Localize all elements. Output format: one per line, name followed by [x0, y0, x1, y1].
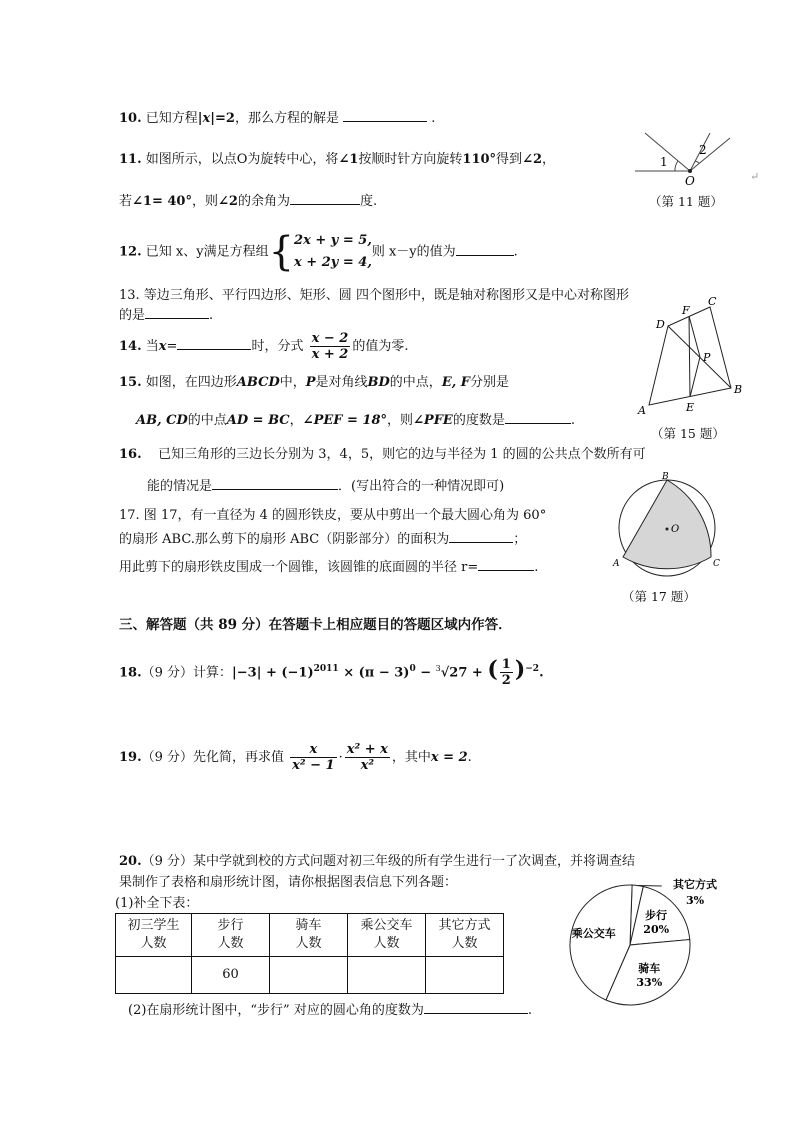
question-20-line2: 果制作了表格和扇形统计图，请你根据图表信息下列各题： [119, 875, 458, 890]
q18-end: . [539, 665, 544, 681]
q13-end: . [209, 308, 214, 323]
q11-angle1: ∠1 [338, 152, 359, 167]
q11-text-d: ， [542, 152, 556, 167]
q10-answer-blank[interactable] [343, 109, 427, 122]
q11-text-c: 得到 [496, 152, 523, 167]
q18-root: √27 [440, 665, 468, 681]
q15-label-P: P [703, 351, 711, 364]
question-18 [119, 650, 544, 692]
q19-f1-num: x [290, 742, 336, 758]
q18-root-index: 3 [435, 664, 441, 673]
q15-text-f: 的中点 [187, 413, 227, 428]
question-14 [119, 330, 409, 364]
q11-label-1: 1 [660, 155, 668, 169]
q17-radius-blank[interactable] [478, 558, 534, 571]
q15-number: 15. [119, 375, 142, 390]
question-17-line3 [119, 558, 538, 577]
q17-label-A: A [613, 559, 620, 569]
q18-fraction [500, 657, 513, 688]
q12-brace: { [268, 229, 295, 275]
q15-segment-pe [690, 357, 700, 397]
q19-post: ，其中 [391, 750, 431, 765]
q11-text-e: 若 [119, 194, 133, 209]
q14-mid: 时，分式 [251, 339, 304, 354]
q19-fraction1 [290, 742, 336, 773]
q16-text-a: 已知三角形的三边长分别为 3，4，5，则它的边与半径为 1 的圆的公共点个数所有可 [158, 447, 646, 462]
q10-eq: =2 [215, 111, 235, 126]
q18-paren-close: ) [514, 656, 526, 683]
q17-label-B: B [662, 472, 669, 482]
q19-end: . [467, 750, 472, 765]
q11-answer-blank[interactable] [290, 192, 360, 205]
q17-text-a: 的扇形 ABC.那么剪下的扇形 ABC（阴影部分）的面积为 [119, 532, 450, 547]
q18-frac-num: 1 [501, 657, 511, 673]
q17-text-b: ； [513, 532, 527, 547]
question-17-line2 [119, 530, 526, 549]
q20-part2-text: (2)在扇形统计图中，“步行” 对应的圆心角的度数为 [128, 1003, 424, 1018]
q12-answer-blank[interactable] [456, 243, 514, 256]
q12-eq1: 2x + y = 5, [294, 233, 372, 248]
q20-table-cell[interactable] [116, 957, 192, 994]
q19-fraction2 [345, 742, 390, 773]
q11-text-f: ，则 [191, 194, 218, 209]
q11-angle2: ∠2 [522, 152, 543, 167]
q15-cond1: AD = BC [226, 413, 290, 428]
q16-text-b: 能的情况是 [147, 479, 213, 494]
q11-center-dot [688, 169, 692, 173]
q11-condition: ∠1= 40° [132, 194, 192, 209]
pie-label-walk-name: 步行 [645, 909, 668, 923]
q11-angle2-ref: ∠2 [217, 194, 238, 209]
q15-segment-fp [689, 316, 700, 357]
q20-table-cell[interactable] [426, 957, 504, 994]
question-11-line2 [119, 192, 377, 211]
question-20-part1: (1)补全下表： [115, 896, 199, 911]
q18-term2: × (π − 3) [338, 665, 410, 681]
q15-figure [628, 292, 748, 420]
q11-ray-right [690, 138, 730, 171]
q20-text-a: （9 分）某中学就到校的方式问题对初三年级的所有学生进行一了次调查，并将调查结 [141, 854, 636, 869]
q14-frac-num: x − 2 [311, 331, 349, 346]
q15-quad: ABCD [236, 375, 280, 390]
pie-label-other-pct: 3% [685, 894, 705, 907]
q18-term1: |−3| + (−1) [232, 665, 314, 681]
q20-table-cell[interactable] [270, 957, 348, 994]
q18-exp2: 0 [409, 664, 416, 674]
q15-text-e: 分别是 [470, 375, 510, 390]
q17-text-c: 用此剪下的扇形铁皮围成一个圆锥，该圆锥的底面圆的半径 r= [119, 560, 479, 575]
question-15-line1 [119, 374, 509, 392]
q15-label-D: D [656, 318, 665, 331]
q11-number: 11. [119, 152, 142, 167]
pie-leader-line [638, 885, 662, 886]
q15-label-A: A [638, 404, 646, 417]
question-11-line1 [119, 151, 555, 169]
pie-label-bus-name: 乘公交车 [571, 926, 616, 940]
q17-label-O: O [671, 524, 680, 535]
q12-end: . [513, 244, 518, 260]
question-17-line1: 17. 图 17，有一直径为 4 的圆形铁皮，要从中剪出一个最大圆心角为 60° [119, 508, 547, 523]
q14-eq: = [166, 339, 178, 354]
q14-fraction [310, 331, 351, 362]
q14-post: 的值为零. [352, 339, 409, 354]
q15-p: P [305, 375, 316, 390]
q20-table-header-row [116, 914, 504, 957]
q12-eq2: x + 2y = 4, [294, 255, 372, 270]
q15-ef: E, F [441, 375, 471, 390]
q15-label-F: F [682, 304, 690, 317]
q15-text-h: 的度数是 [452, 413, 505, 428]
q14-pre: 当 [145, 339, 159, 354]
q15-text-b: 中， [279, 375, 306, 390]
question-12 [119, 230, 518, 274]
q17-sector [623, 480, 711, 569]
q14-answer-blank[interactable] [177, 337, 251, 350]
q19-f2-den: x² [360, 758, 375, 773]
q20-table-header-cell: 乘公交车 人数 [348, 914, 426, 957]
q17-figure [605, 470, 740, 580]
pie-label-bike-name: 骑车 [638, 961, 661, 975]
q14-frac-den: x + 2 [311, 347, 349, 362]
q12-system [294, 230, 372, 274]
q15-ab-cd: AB, CD [136, 413, 188, 428]
q11-degree: 110° [462, 152, 497, 167]
q12-number: 12. [119, 244, 142, 260]
question-10 [119, 109, 435, 128]
q13-answer-blank[interactable] [145, 306, 209, 319]
q20-part2-end: . [527, 1003, 532, 1018]
q18-number: 18. [119, 665, 142, 681]
q11-arc2 [695, 161, 699, 163]
q11-text-b: 按顺时针方向旋转 [358, 152, 463, 167]
q20-table [115, 913, 504, 994]
question-13-line1: 13. 等边三角形、平行四边形、矩形、圆 四个图形中，既是轴对称图形又是中心对称图形 [119, 288, 629, 303]
q20-number: 20. [119, 854, 142, 869]
q11-figure [630, 130, 760, 190]
q15-end: . [570, 413, 575, 428]
q19-score: （9 分）先化简，再求值 [141, 750, 285, 765]
q16-answer-blank[interactable] [212, 477, 338, 490]
q20-angle-blank[interactable] [424, 1001, 528, 1014]
q17-caption: （第 17 题） [622, 589, 696, 604]
q20-table-header-cell: 步行 人数 [192, 914, 270, 957]
q19-number: 19. [119, 750, 142, 765]
q10-pre: 已知方程 [145, 111, 198, 126]
q15-caption: （第 15 题） [651, 426, 725, 441]
question-20-part2 [128, 1001, 532, 1020]
q11-caption: （第 11 题） [649, 194, 723, 209]
q18-frac-den: 2 [501, 673, 511, 689]
q20-table-header-cell: 骑车 人数 [270, 914, 348, 957]
q11-arc1 [675, 161, 678, 171]
return-mark-icon: ↵ [750, 170, 760, 183]
pie-label-bike-pct: 33% [636, 975, 663, 989]
q19-condition: x = 2 [430, 750, 468, 765]
q18-exp1: 2011 [313, 664, 339, 674]
question-16-line2 [147, 477, 504, 496]
q17-area-blank[interactable] [449, 530, 513, 543]
q20-table-cell[interactable] [348, 957, 426, 994]
q12-text-b: 则 x－y的值为 [371, 244, 456, 260]
pie-label-walk-pct: 20% [643, 923, 670, 937]
q10-number: 10. [119, 111, 142, 126]
q20-table-header-cell: 初三学生 人数 [116, 914, 192, 957]
question-16-line1 [119, 446, 646, 464]
q18-paren-open: ( [487, 656, 498, 683]
q16-number: 16. [119, 447, 142, 462]
q16-text-c: ．(写出符合的一种情况即可) [338, 479, 505, 494]
q19-dot: · [338, 750, 343, 765]
question-19 [119, 740, 472, 776]
q15-label-E: E [686, 401, 695, 414]
q15-text-g: ，则 [387, 413, 414, 428]
section-3-heading: 三、解答题（共 89 分）在答题卡上相应题目的答题区域内作答． [119, 617, 512, 633]
q15-sep: ， [289, 413, 303, 428]
q20-table-header-cell: 其它方式 人数 [426, 914, 504, 957]
q19-f2-num: x² + x [346, 742, 388, 757]
pie-label-other-name: 其它方式 [673, 878, 717, 891]
q15-bd: BD [367, 375, 390, 390]
q14-var: x [158, 339, 167, 354]
q19-f1-den: x² − 1 [292, 758, 335, 773]
q15-label-C: C [708, 295, 717, 308]
q18-score: （9 分）计算： [141, 665, 233, 681]
q15-target: ∠PFE [413, 413, 453, 428]
q17-text-d: . [534, 560, 539, 575]
q18-exp3: −2 [525, 664, 540, 674]
q15-text-d: 的中点， [389, 375, 442, 390]
q14-number: 14. [119, 339, 142, 354]
q10-abs: |x| [197, 111, 215, 126]
q17-center-dot [666, 528, 669, 531]
q15-text-c: 是对角线 [315, 375, 368, 390]
q17-label-C: C [713, 559, 720, 569]
q10-end: . [431, 111, 436, 126]
q11-text-g: 的余角为 [237, 194, 290, 209]
q18-term3: − [415, 665, 436, 681]
q11-label-O: O [685, 174, 695, 188]
q12-text-a: 已知 x、y满足方程组 [145, 244, 269, 260]
q15-segment-fe [689, 316, 690, 397]
q20-table-cell: 60 [192, 957, 270, 994]
q11-text-h: 度. [359, 194, 378, 209]
q20-table-row [116, 957, 504, 994]
question-20-line1 [119, 853, 635, 871]
q15-label-B: B [734, 383, 743, 396]
question-13-line2 [119, 306, 213, 325]
q15-text-a: 如图，在四边形 [145, 375, 237, 390]
question-15-line2 [136, 411, 575, 430]
q20-pie-chart [550, 870, 770, 1020]
q13-text: 的是 [119, 308, 146, 323]
q10-post: ，那么方程的解是 [234, 111, 339, 126]
q11-label-2: 2 [699, 143, 707, 157]
q11-text-a: 如图所示，以点O为旋转中心，将 [145, 152, 339, 167]
q18-term4: + [467, 665, 488, 681]
q15-cond2: ∠PEF = 18° [302, 413, 388, 428]
q15-answer-blank[interactable] [505, 411, 571, 424]
